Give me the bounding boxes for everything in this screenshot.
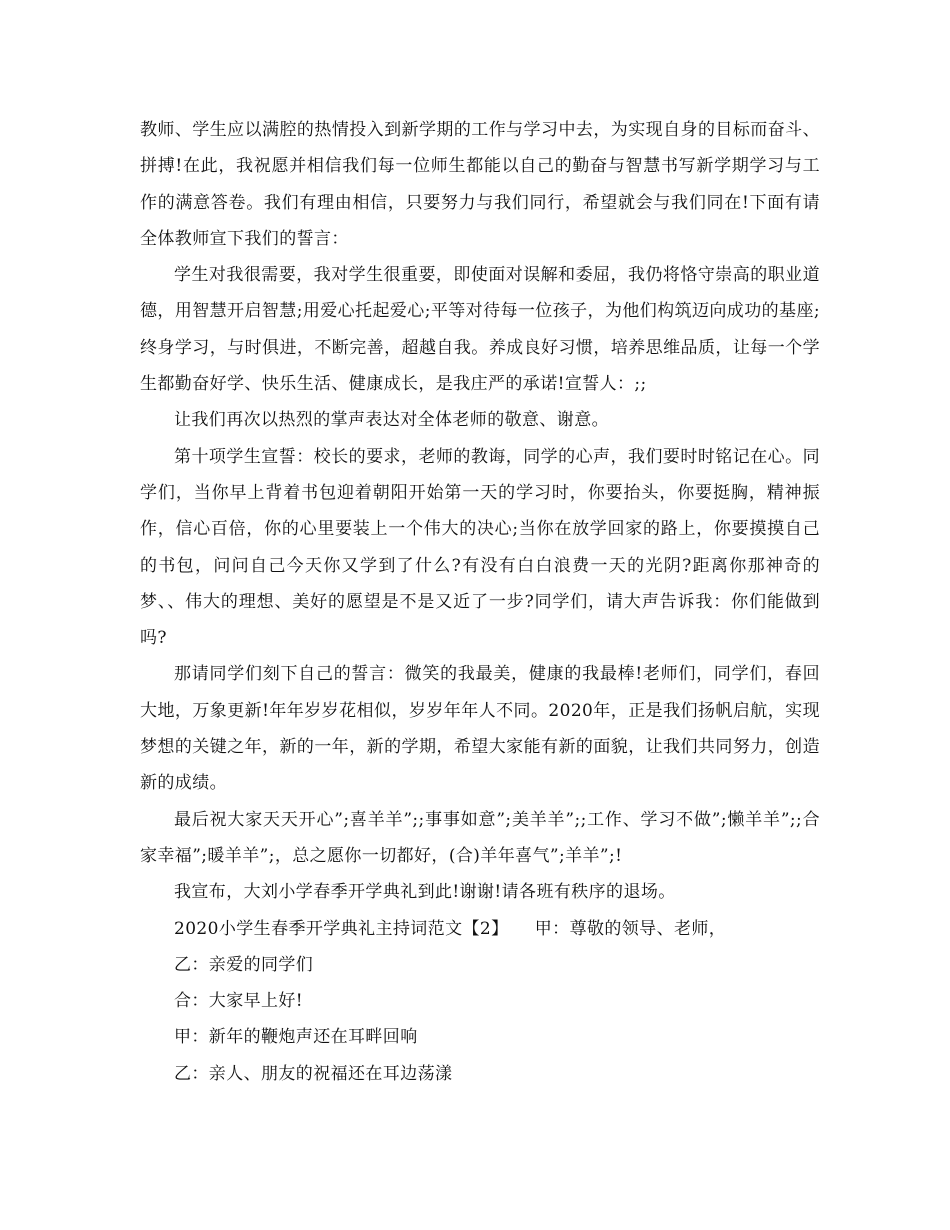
paragraph-line-yi-1: 乙：亲爱的同学们: [174, 954, 314, 975]
paragraph-applause: 让我们再次以热烈的掌声表达对全体老师的敬意、谢意。: [174, 410, 609, 431]
paragraph-line-yi-2: 乙：亲人、朋友的祝福还在耳边荡漾: [174, 1063, 453, 1084]
paragraph-teacher-oath: 学生对我很需要，我对学生很重要，即使面对误解和委屈，我仍将恪守崇高的职业道德，用智慧开启智慧;用爱心托起爱心;平等对待每一位孩子，为他们构筑迈向成功的基座;终身学习，与时俱进，不断完善，超越自我。养成良好习惯，培养思维品质，让每一个学生都勤奋好学、快乐生活、健康成长，是我庄严的承诺!宣誓人：;;: [140, 265, 820, 395]
paragraph-wishes: 最后祝大家天天开心”;喜羊羊”;;事事如意”;美羊羊”;;工作、学习不做”;懒羊羊”;;合家幸福”;暖羊羊”;，总之愿你一切都好，(合)羊年喜气”;羊羊”;!: [140, 809, 820, 866]
paragraph-section-heading: 2020小学生春季开学典礼主持词范文【2】 甲：尊敬的领导、老师，: [174, 918, 727, 939]
paragraph-student-oath: 第十项学生宣誓：校长的要求，老师的教诲，同学的心声，我们要时时铭记在心。同学们，当你早上背着书包迎着朝阳开始第一天的学习时，你要抬头，你要挺胸，精神振作，信心百倍，你的心里要装上一个伟大的决心;当你在放学回家的路上，你要摸摸自己的书包，问问自己今天你又学到了什么?有没有白白浪费一天的光阴?距离你那神奇的梦、、伟大的理想、美好的愿望是不是又近了一步?同学们，请大声告诉我：你们能做到吗?: [140, 446, 820, 649]
paragraph-closing: 我宣布，大刘小学春季开学典礼到此!谢谢!请各班有秩序的退场。: [174, 882, 676, 903]
document-body: [140, 112, 820, 1092]
paragraph-line-jia: 甲：新年的鞭炮声还在耳畔回响: [174, 1027, 418, 1048]
paragraph-student-vow: 那请同学们刻下自己的誓言：微笑的我最美，健康的我最棒!老师们，同学们，春回大地，万象更新!年年岁岁花相似，岁岁年年人不同。2020年，正是我们扬帆启航，实现梦想的关键之年，新的一年，新的学期，希望大家能有新的面貌，让我们共同努力，创造新的成绩。: [140, 664, 820, 794]
paragraph-line-he: 合：大家早上好!: [174, 991, 304, 1012]
paragraph-intro: 教师、学生应以满腔的热情投入到新学期的工作与学习中去，为实现自身的目标而奋斗、拼搏!在此，我祝愿并相信我们每一位师生都能以自己的勤奋与智慧书写新学期学习与工作的满意答卷。我们有理由相信，只要努力与我们同行，希望就会与我们同在!下面有请全体教师宣下我们的誓言：: [140, 120, 820, 249]
